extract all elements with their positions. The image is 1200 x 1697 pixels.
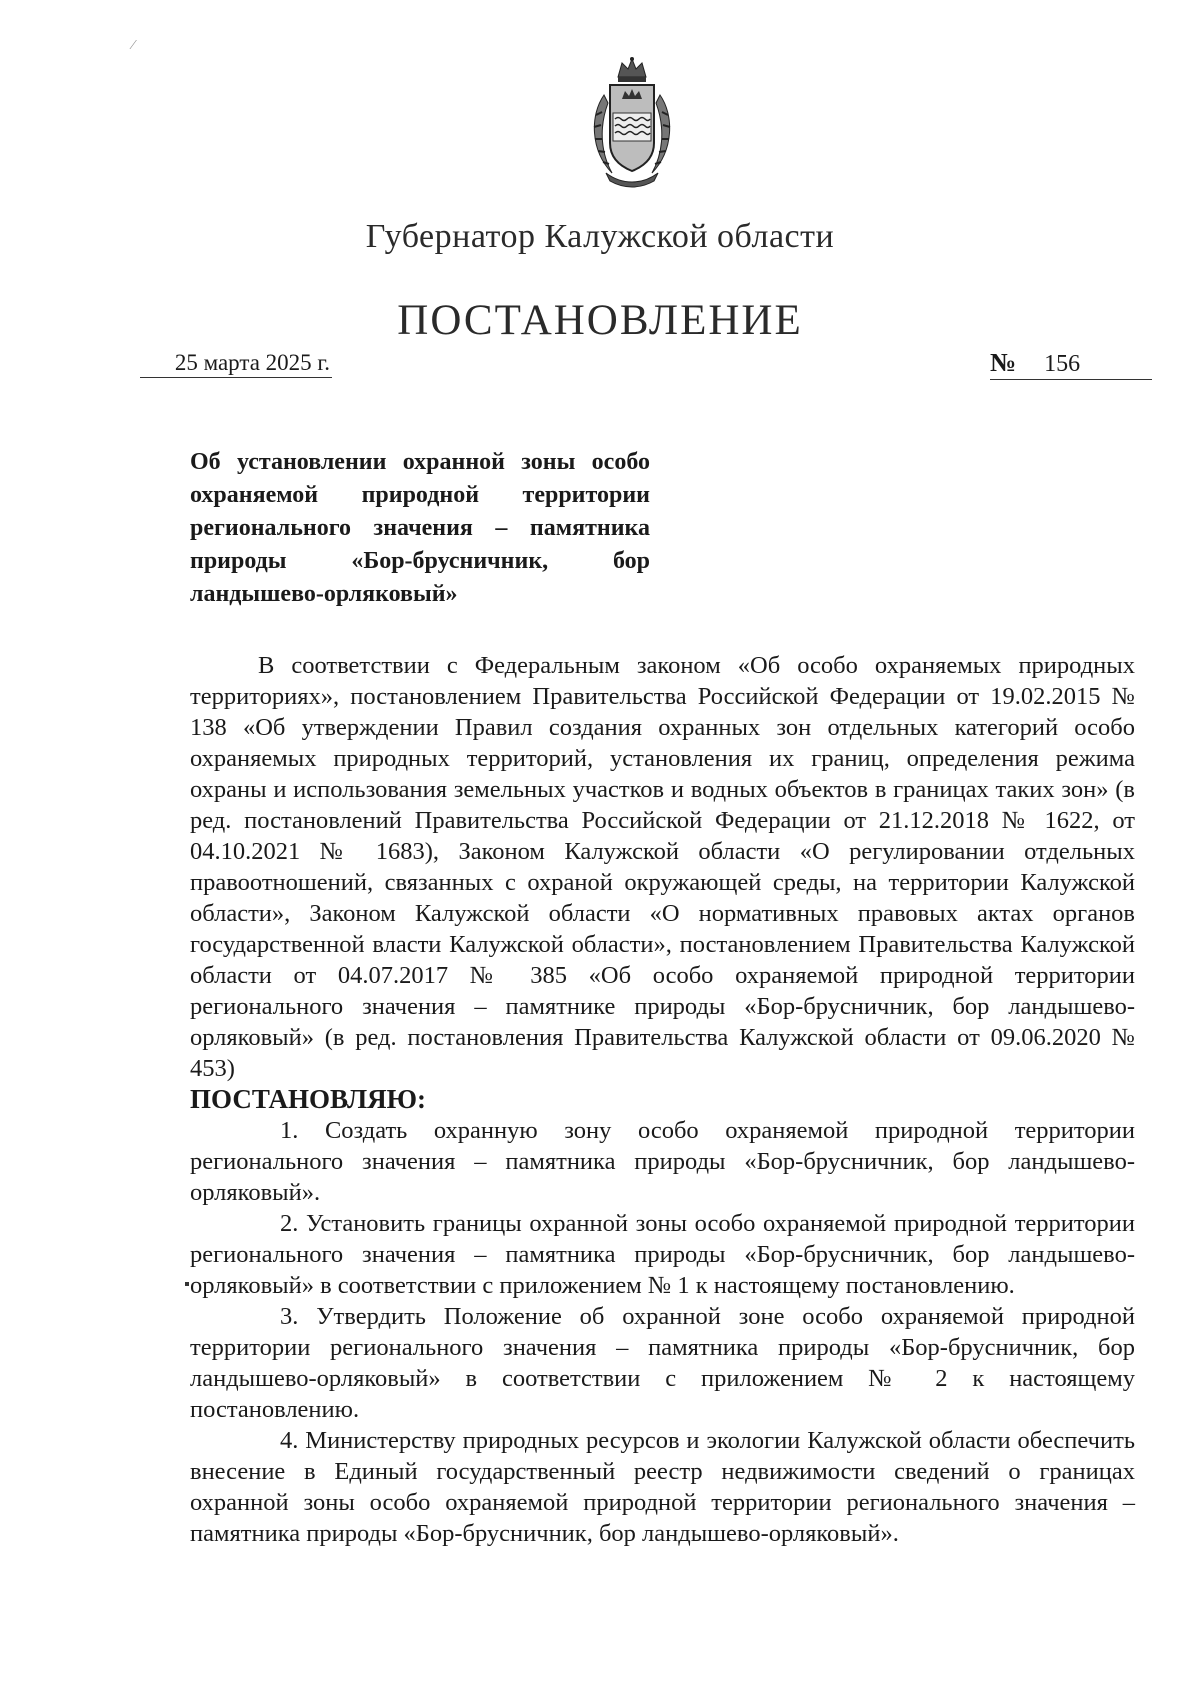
number-value: 156	[1044, 351, 1081, 377]
decree-item: 2. Установить границы охранной зоны особо охраняемой природной территории регионального значения – памятника природы «Бор-брусничник, бор ландышево-орляковый» в соответствии с приложением № 1 к настоящему постановлению.	[190, 1210, 1135, 1299]
scan-speck	[185, 1282, 189, 1286]
document-number	[990, 348, 1152, 380]
decree-item: 4. Министерству природных ресурсов и экологии Калужской области обеспечить внесение в Единый государственный реестр недвижимости сведений о границах охранной зоны особо охраняемой природной территории регионального значения – памятника природы «Бор-брусничник, бор ландышево-орляковый».	[190, 1427, 1135, 1547]
number-sign: №	[990, 348, 1017, 377]
preamble-paragraph: В соответствии с Федеральным законом «Об особо охраняемых природных территориях», постановлением Правительства Российской Федерации от 19.02.2015 № 138 «Об утверждении Правил создания охранных зон отдельных категорий особо охраняемых природных территорий, установления их границ, определения режима охраны и использования земельных участков и водных объектов в границах таких зон» (в ред. постановлений Правительства Российской Федерации от 21.12.2018 № 1622, от 04.10.2021 № 1683), Законом Калужской области «О регулировании отдельных правоотношений, связанных с охраной окружающей среды, на территории Калужской области», Законом Калужской области «О нормативных правовых актах органов государственной власти Калужской области», постановлением Правительства Калужской области от 04.07.2017 № 385 «Об особо охраняемой природной территории регионального значения – памятнике природы «Бор-брусничник, бор ландышево-орляковый» (в ред. постановления Правительства Калужской области от 09.06.2020 № 453)	[190, 652, 1135, 1082]
decree-item: 3. Утвердить Положение об охранной зоне особо охраняемой природной территории регионального значения – памятника природы «Бор-брусничник, бор ландышево-орляковый» в соответствии с приложением № 2 к настоящему постановлению.	[190, 1303, 1135, 1423]
decree-word: ПОСТАНОВЛЯЮ:	[190, 1084, 426, 1114]
document-body	[190, 650, 1135, 1549]
document-date: 25 марта 2025 г.	[140, 349, 332, 378]
document-subject: Об установлении охранной зоны особо охраняемой природной территории регионального значения – памятника природы «Бор-брусничник, бор ландышево-орляковый»	[190, 449, 650, 607]
decree-item: 1. Создать охранную зону особо охраняемой природной территории регионального значения – памятника природы «Бор-брусничник, бор ландышево-орляковый».	[190, 1117, 1135, 1206]
coat-of-arms-emblem	[582, 55, 682, 193]
document-type-heading: ПОСТАНОВЛЕНИЕ	[397, 297, 803, 344]
scan-mark: ⁄	[132, 38, 135, 53]
issuer-title: Губернатор Калужской области	[365, 218, 835, 255]
